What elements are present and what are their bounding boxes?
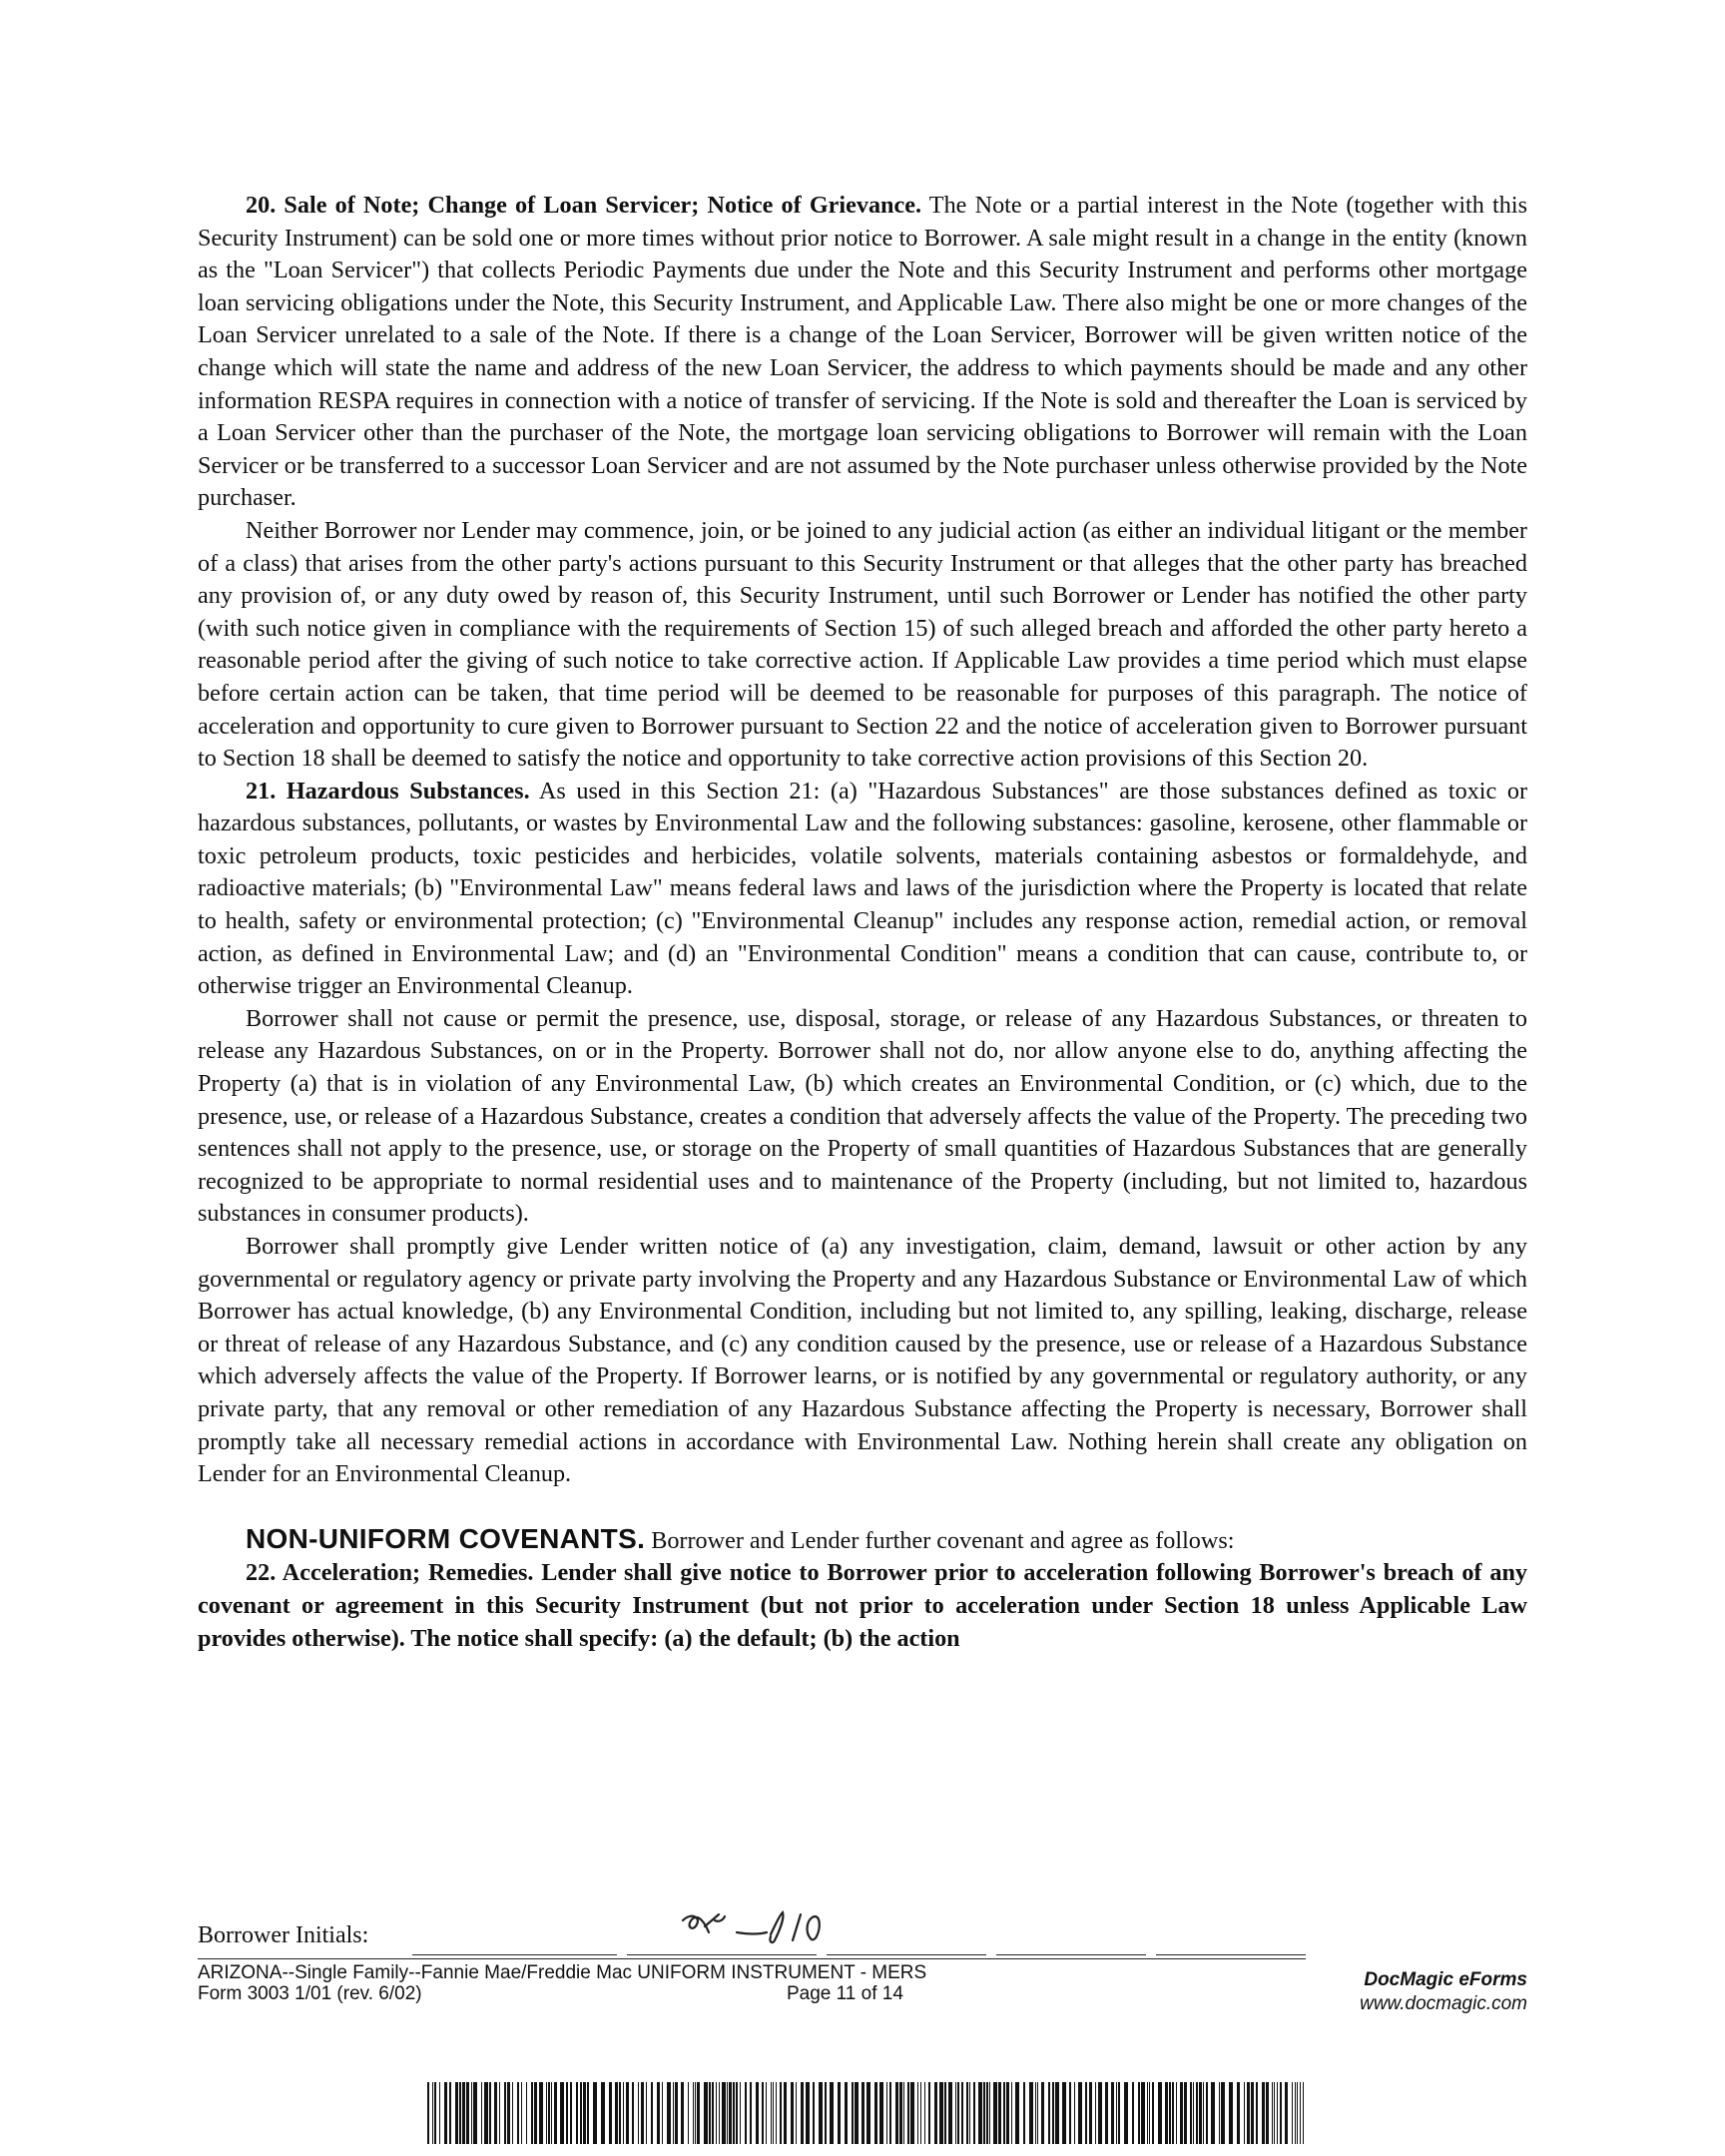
- barcode-bar: [1098, 2082, 1102, 2144]
- barcode-bar: [776, 2082, 777, 2144]
- section-20-heading: 20. Sale of Note; Change of Loan Servicer; Notice of Grievance.: [246, 192, 922, 219]
- section-22-text: Lender shall give notice to Borrower prior to acceleration following Borrower's breach of any covenant or agreement in this Security Instrument (but not prior to acceleration under Section 18 unless Applicable Law provides otherwise). The notice shall specify: (a) the default; (b) the action: [198, 1559, 1527, 1652]
- barcode-bar: [632, 2082, 634, 2144]
- barcode-bar: [978, 2082, 982, 2144]
- barcode-bar: [609, 2082, 612, 2144]
- barcode-bar: [1138, 2082, 1140, 2144]
- barcode-bar: [1292, 2082, 1293, 2144]
- barcode-bar: [1272, 2082, 1273, 2144]
- form-line-2: Form 3003 1/01 (rev. 6/02): [198, 1983, 422, 2004]
- barcode-bar: [697, 2082, 700, 2144]
- barcode-bar: [1052, 2082, 1054, 2144]
- barcode-bar: [948, 2082, 952, 2144]
- barcode-bar: [1203, 2082, 1204, 2144]
- barcode-bar: [1085, 2082, 1087, 2144]
- initials-line-4[interactable]: [996, 1954, 1146, 1955]
- barcode-bar: [615, 2082, 618, 2144]
- barcode-bar: [1244, 2082, 1245, 2144]
- barcode-bar: [576, 2082, 578, 2144]
- barcode-bar: [1037, 2082, 1038, 2144]
- barcode-bar: [934, 2082, 937, 2144]
- barcode-bar: [539, 2082, 543, 2144]
- barcode-bar: [444, 2082, 447, 2144]
- barcode-bar: [944, 2082, 946, 2144]
- barcode-bar: [1105, 2082, 1108, 2144]
- barcode-bar: [796, 2082, 797, 2144]
- barcode-bar: [1116, 2082, 1117, 2144]
- barcode-bar: [1300, 2082, 1301, 2144]
- barcode-bar: [466, 2082, 469, 2144]
- barcode-bar: [806, 2082, 810, 2144]
- borrower-initials-row: [198, 1916, 1306, 1956]
- barcode-bar: [1251, 2082, 1254, 2144]
- barcode-bar: [889, 2082, 891, 2144]
- barcode-bar: [1118, 2082, 1120, 2144]
- barcode-bar: [1190, 2082, 1192, 2144]
- barcode-bar: [580, 2082, 582, 2144]
- non-uniform-covenants-heading: NON-UNIFORM COVENANTS.: [246, 1522, 646, 1554]
- barcode-bar: [1266, 2082, 1269, 2144]
- barcode-bar: [619, 2082, 621, 2144]
- barcode-bar: [651, 2082, 653, 2144]
- barcode-bar: [1211, 2082, 1215, 2144]
- barcode-bar: [1196, 2082, 1198, 2144]
- barcode-bar: [1280, 2082, 1282, 2144]
- barcode-bar: [780, 2082, 782, 2144]
- barcode-bar: [986, 2082, 988, 2144]
- barcode-bar: [1095, 2082, 1096, 2144]
- barcode-bar: [862, 2082, 864, 2144]
- borrower-initials-label: Borrower Initials:: [198, 1922, 369, 1948]
- barcode-bar: [819, 2082, 823, 2144]
- barcode-bar: [1303, 2082, 1304, 2144]
- barcode-bar: [1006, 2082, 1009, 2144]
- barcode-bar: [910, 2082, 914, 2144]
- barcode-bar: [695, 2082, 696, 2144]
- barcode-bar: [546, 2082, 547, 2144]
- barcode-bar: [1029, 2082, 1033, 2144]
- barcode-bar: [957, 2082, 959, 2144]
- barcode-bar: [928, 2082, 930, 2144]
- barcode-bar: [740, 2082, 741, 2144]
- barcode-bar: [1074, 2082, 1075, 2144]
- barcode-bar: [1055, 2082, 1059, 2144]
- barcode-bar: [667, 2082, 671, 2144]
- barcode-bar: [879, 2082, 883, 2144]
- barcode-bar: [855, 2082, 859, 2144]
- barcode-bar: [1176, 2082, 1177, 2144]
- barcode-bar: [719, 2082, 720, 2144]
- barcode-bar: [973, 2082, 975, 2144]
- barcode-bar: [874, 2082, 877, 2144]
- barcode-bar: [852, 2082, 854, 2144]
- barcode-bar: [439, 2082, 440, 2144]
- section-22-paragraph: [198, 1557, 1527, 1655]
- barcode-bar: [773, 2082, 774, 2144]
- barcode-bar: [534, 2082, 537, 2144]
- section-20-paragraph-1: [198, 190, 1527, 515]
- barcode-bar: [494, 2082, 497, 2144]
- barcode-bar: [1152, 2082, 1154, 2144]
- barcode-bar: [1003, 2082, 1005, 2144]
- section-21-paragraph-1: [198, 776, 1527, 1003]
- barcode-bar: [704, 2082, 708, 2144]
- barcode-bar: [801, 2082, 804, 2144]
- barcode-bar: [750, 2082, 752, 2144]
- barcode-bar: [601, 2082, 605, 2144]
- handwritten-initials-signature: [675, 1904, 864, 1956]
- section-20-text: The Note or a partial interest in the Note (together with this Security Instrument) can be sold one or more times without prior notice to Borrower. A sale might result in a change in the entity (known as the "Loan Servicer") that collects Periodic Payments due under the Note and this Security Instrument and performs other mortgage loan servicing obligations under the Note, this Security Instrument, and Applicable Law. There also might be one or more changes of the Loan Servicer unrelated to a sale of the Note. If there is a change of the Loan Servicer, Borrower will be given written notice of the change which will state the name and address of the new Loan Servicer, the address to which payments should be made and any other information RESPA requires in connection with a notice of transfer of servicing. If the Note is sold and thereafter the Loan is serviced by a Loan Servicer other than the purchaser of the Note, the mortgage loan servicing obligations to Borrower will remain with the Loan Servicer or be transferred to a successor Loan Servicer and are not assumed by the Note purchaser unless otherwise provided by the Note purchaser.: [198, 192, 1528, 512]
- barcode-bar: [526, 2082, 527, 2144]
- barcode-bar: [1219, 2082, 1220, 2144]
- barcode-bar: [969, 2082, 970, 2144]
- barcode-bar: [712, 2082, 714, 2144]
- non-uniform-covenants-text: Borrower and Lender further covenant and agree as follows:: [645, 1526, 1235, 1554]
- barcode-bar: [548, 2082, 550, 2144]
- barcode-bar: [736, 2082, 738, 2144]
- barcode-bar: [845, 2082, 848, 2144]
- barcode-bar: [866, 2082, 870, 2144]
- non-uniform-covenants: [198, 1523, 1527, 1558]
- initials-line-1[interactable]: [412, 1954, 617, 1955]
- footer-divider: [198, 1958, 1306, 1959]
- barcode-bar: [432, 2082, 433, 2144]
- barcode-bar: [998, 2082, 1001, 2144]
- barcode-bar: [459, 2082, 461, 2144]
- barcode-bar: [745, 2082, 747, 2144]
- barcode-bar: [727, 2082, 728, 2144]
- barcode-bar: [961, 2082, 963, 2144]
- barcode-bar: [1256, 2082, 1258, 2144]
- barcode-bar: [939, 2082, 943, 2144]
- barcode-bar: [531, 2082, 533, 2144]
- barcode-bar: [1165, 2082, 1168, 2144]
- barcode-bar: [903, 2082, 904, 2144]
- barcode-bar: [722, 2082, 726, 2144]
- section-21-text: As used in this Section 21: (a) "Hazardous Substances" are those substances defined as toxic or hazardous substances, pollutants, or wastes by Environmental Law and the following substances: gasoline, kerosene, other flammable or toxic petroleum products, toxic pesticides and herbicides, volatile solvents, materials containing asbestos or formaldehyde, and radioactive materials; (b) "Environmental Law" means federal laws and laws of the jurisdiction where the Property is located that relate to health, safety or environmental protection; (c) "Environmental Cleanup" includes any response action, remedial action, or removal action, as defined in Environmental Law; and (d) an "Environmental Condition" means a condition that can cause, contribute to, or otherwise trigger an Environmental Cleanup.: [198, 777, 1527, 1000]
- barcode-bar: [449, 2082, 451, 2144]
- form-line-1: ARIZONA--Single Family--Fannie Mae/Freddie Mac UNIFORM INSTRUMENT - MERS: [198, 1962, 927, 1983]
- barcode-bar: [1158, 2082, 1162, 2144]
- barcode-bar: [471, 2082, 472, 2144]
- barcode-bar: [791, 2082, 794, 2144]
- barcode-bar: [1141, 2082, 1145, 2144]
- barcode-bar: [907, 2082, 909, 2144]
- barcode-bar: [729, 2082, 732, 2144]
- barcode-bar: [924, 2082, 925, 2144]
- barcode-bar: [1041, 2082, 1044, 2144]
- barcode-bar: [626, 2082, 629, 2144]
- barcode-bar: [756, 2082, 759, 2144]
- barcode-bar: [1221, 2082, 1225, 2144]
- barcode-bar: [641, 2082, 644, 2144]
- barcode-bar: [989, 2082, 990, 2144]
- barcode-bar: [1262, 2082, 1265, 2144]
- barcode-bar: [455, 2082, 458, 2144]
- barcode-bar: [657, 2082, 660, 2144]
- barcode-bar: [784, 2082, 787, 2144]
- barcode-bar: [504, 2082, 506, 2144]
- barcode-bar: [920, 2082, 921, 2144]
- barcode-bar: [551, 2082, 552, 2144]
- barcode-bar: [1011, 2082, 1012, 2144]
- barcode-bar: [427, 2082, 429, 2144]
- barcode-bar: [1229, 2082, 1233, 2144]
- barcode-bar: [1147, 2082, 1148, 2144]
- barcode-bar: [434, 2082, 436, 2144]
- barcode-bar: [966, 2082, 968, 2144]
- barcode-bar: [484, 2082, 488, 2144]
- barcode-bar: [623, 2082, 624, 2144]
- barcode-bar: [1277, 2082, 1278, 2144]
- barcode-bar: [662, 2082, 663, 2144]
- barcode-bar: [716, 2082, 717, 2144]
- barcode-bar: [733, 2082, 735, 2144]
- barcode-bar: [1132, 2082, 1134, 2144]
- barcode-bar: [762, 2082, 764, 2144]
- barcode-bar: [771, 2082, 772, 2144]
- barcode-bar: [1111, 2082, 1114, 2144]
- barcode-bar: [570, 2082, 572, 2144]
- docmagic-website: www.docmagic.com: [1360, 1993, 1527, 2014]
- barcode-bar: [593, 2082, 597, 2144]
- barcode-bar: [638, 2082, 639, 2144]
- barcode-bar: [517, 2082, 519, 2144]
- barcode-bar: [499, 2082, 500, 2144]
- barcode-bar: [830, 2082, 834, 2144]
- barcode-bar: [1078, 2082, 1082, 2144]
- barcode-bar: [886, 2082, 887, 2144]
- barcode-bar: [983, 2082, 985, 2144]
- barcode-bar: [462, 2082, 465, 2144]
- barcode-bar: [1199, 2082, 1202, 2144]
- barcode-bar: [1274, 2082, 1275, 2144]
- barcode-bar: [1237, 2082, 1240, 2144]
- barcode-bar: [521, 2082, 522, 2144]
- barcode-bar: [481, 2082, 482, 2144]
- barcode-bar: [1172, 2082, 1174, 2144]
- docmagic-logo-text: DocMagic eForms: [1364, 1969, 1527, 1990]
- barcode-bar: [825, 2082, 827, 2144]
- barcode-bar: [693, 2082, 694, 2144]
- barcode-bar: [1062, 2082, 1066, 2144]
- barcode: [427, 2082, 1306, 2144]
- barcode-bar: [1048, 2082, 1050, 2144]
- barcode-bar: [1297, 2082, 1298, 2144]
- barcode-bar: [899, 2082, 902, 2144]
- barcode-bar: [583, 2082, 586, 2144]
- barcode-bar: [554, 2082, 557, 2144]
- barcode-bar: [1069, 2082, 1071, 2144]
- barcode-bar: [507, 2082, 510, 2144]
- barcode-bar: [1023, 2082, 1025, 2144]
- barcode-bar: [473, 2082, 477, 2144]
- barcode-bar: [1184, 2082, 1187, 2144]
- barcode-bar: [1089, 2082, 1092, 2144]
- section-21-paragraph-2: Borrower shall not cause or permit the presence, use, disposal, storage, or release of any Hazardous Substances, or threaten to release any Hazardous Substances, on or in the Property. Borrower shall not do, nor allow anyone else to do, anything affecting the Property (a) that is in violation of any Environmental Law, (b) which creates an Environmental Condition, or (c) which, due to the presence, use, or release of a Hazardous Substance, creates a condition that adversely affects the value of the Property. The preceding two sentences shall not apply to the presence, use, or storage on the Property of small quantities of Hazardous Substances that are generally recognized to be appropriate to normal residential uses and to maintenance of the Property (including, but not limited to, hazardous substances in consumer products).: [198, 1004, 1528, 1228]
- section-21-paragraph-3: Borrower shall promptly give Lender written notice of (a) any investigation, claim, demand, lawsuit or other action by any governmental or regulatory agency or private party involving the Property and any Hazardous Substance or Environmental Law of which Borrower has actual knowledge, (b) any Environmental Condition, including but not limited to, any spilling, leaking, discharge, release or threat of release of any Hazardous Substance, and (c) any condition caused by the presence, use or release of a Hazardous Substance which adversely affects the value of the Property. If Borrower learns, or is notified by any governmental or regulatory authority, or any private party, that any removal or other remediation of any Hazardous Substance affecting the Property is necessary, Borrower shall promptly take all necessary remedial actions in accordance with Environmental Law. Nothing herein shall create any obligation on Lender for an Environmental Cleanup.: [198, 1233, 1527, 1488]
- barcode-bar: [1247, 2082, 1250, 2144]
- page-number: Page 11 of 14: [787, 1983, 903, 2004]
- section-21-heading: 21. Hazardous Substances.: [246, 777, 530, 805]
- barcode-bar: [895, 2082, 898, 2144]
- barcode-bar: [955, 2082, 956, 2144]
- section-20-paragraph-2: Neither Borrower nor Lender may commence, join, or be joined to any judicial action (as either an individual litigant or the member of a class) that arises from the other party's actions pursuant to this Security Instrument or that alleges that the other party has breached any provision of, or any duty owed by reason of, this Security Instrument, until such Borrower or Lender has notified the other party (with such notice given in compliance with the requirements of Section 15) of such alleged breach and afforded the other party hereto a reasonable period after the giving of such notice to take corrective action. If Applicable Law provides a time period which must elapse before certain action can be taken, that time period will be deemed to be reasonable for purposes of this paragraph. The notice of acceleration and opportunity to cure given to Borrower pursuant to Section 22 and the notice of acceleration given to Borrower pursuant to Section 18 shall be deemed to satisfy the notice and opportunity to take corrective action provisions of this Section 20.: [198, 516, 1527, 773]
- barcode-bar: [1124, 2082, 1128, 2144]
- section-22-heading: 22. Acceleration; Remedies.: [246, 1559, 534, 1587]
- document-body: [198, 190, 1527, 1655]
- initials-line-5[interactable]: [1156, 1954, 1306, 1955]
- barcode-bar: [1180, 2082, 1183, 2144]
- barcode-bar: [838, 2082, 841, 2144]
- barcode-bar: [1295, 2082, 1296, 2144]
- barcode-bar: [560, 2082, 564, 2144]
- barcode-bar: [681, 2082, 684, 2144]
- barcode-bar: [1149, 2082, 1150, 2144]
- barcode-bar: [1206, 2082, 1208, 2144]
- barcode-bar: [917, 2082, 918, 2144]
- barcode-bar: [709, 2082, 711, 2144]
- barcode-bar: [1015, 2082, 1019, 2144]
- barcode-bar: [1285, 2082, 1288, 2144]
- barcode-bar: [587, 2082, 589, 2144]
- barcode-bar: [993, 2082, 997, 2144]
- barcode-bar: [1035, 2082, 1036, 2144]
- barcode-bar: [489, 2082, 491, 2144]
- barcode-bar: [512, 2082, 513, 2144]
- barcode-bar: [813, 2082, 815, 2144]
- barcode-bar: [646, 2082, 647, 2144]
- barcode-bar: [675, 2082, 678, 2144]
- docmagic-branding: [1360, 1968, 1527, 2016]
- barcode-bar: [1169, 2082, 1171, 2144]
- barcode-bar: [766, 2082, 767, 2144]
- barcode-bar: [566, 2082, 568, 2144]
- barcode-bar: [688, 2082, 689, 2144]
- barcode-bar: [673, 2082, 674, 2144]
- barcode-bar: [1193, 2082, 1194, 2144]
